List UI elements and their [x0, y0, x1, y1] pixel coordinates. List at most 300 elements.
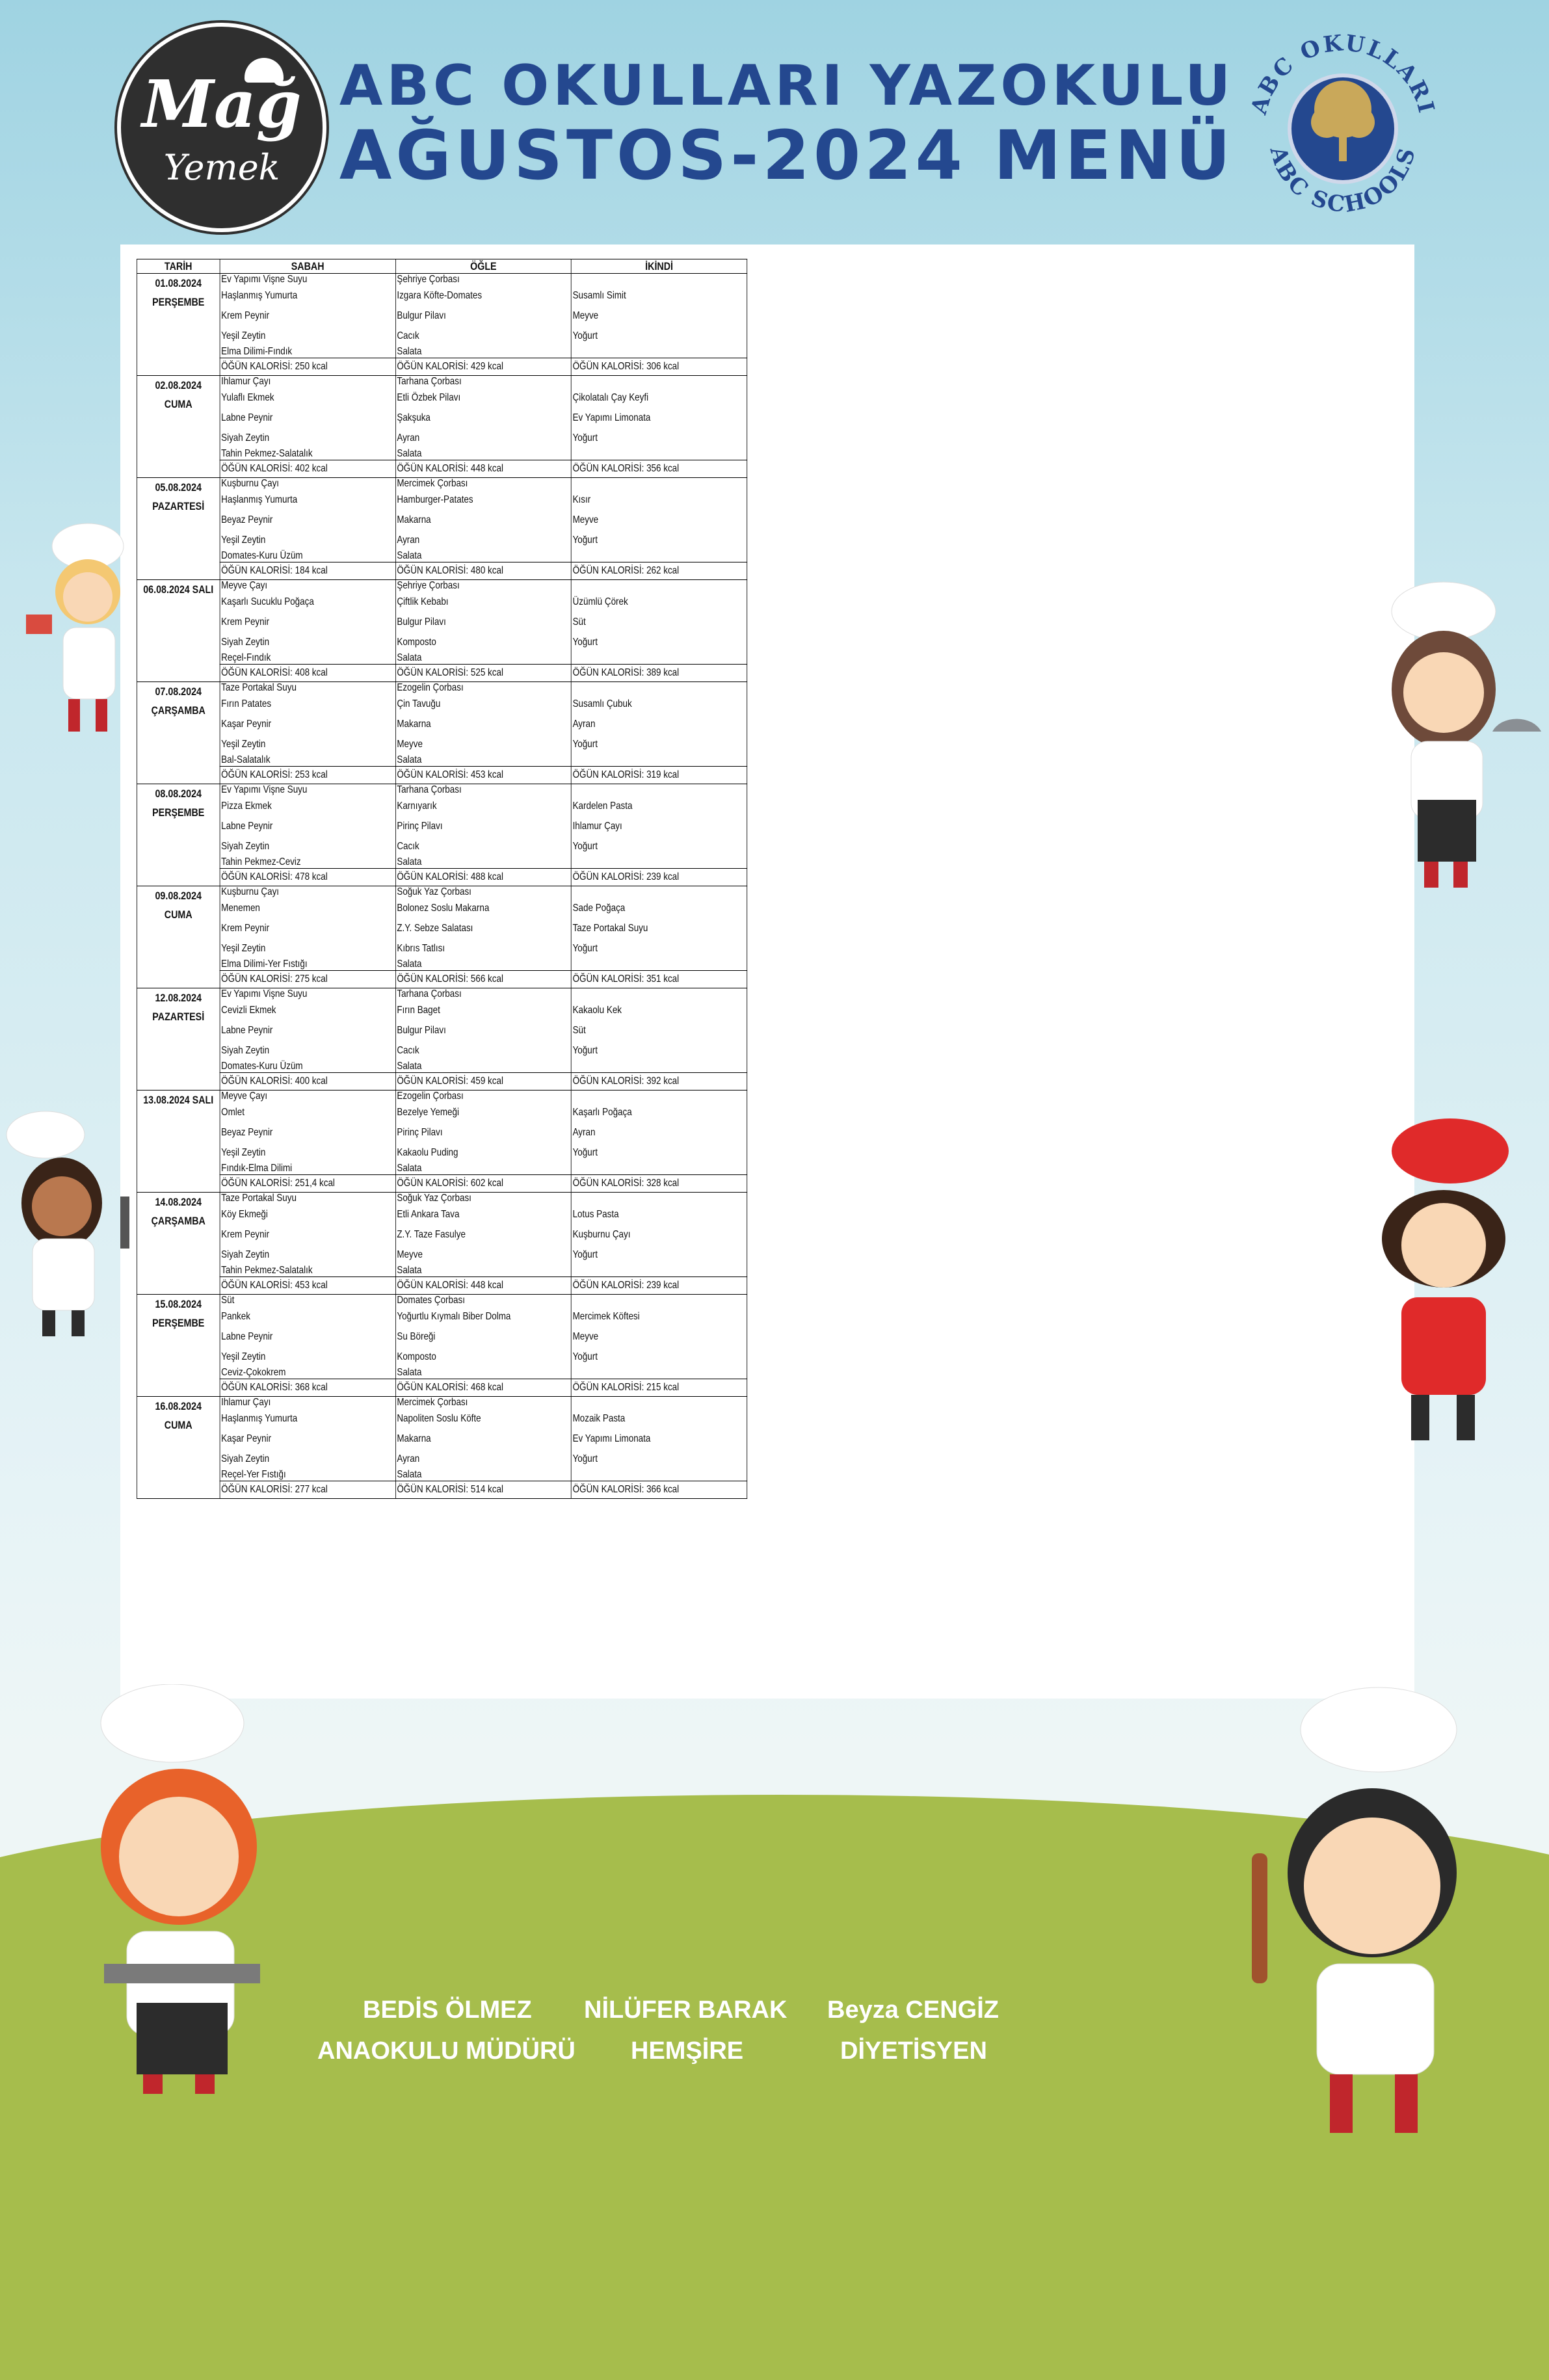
menu-item: Yoğurt: [572, 943, 598, 954]
weekday-text: ÇARŞAMBA: [151, 1215, 205, 1227]
menu-item: Bal-Salatalık: [221, 754, 271, 765]
menu-item: Ayran: [397, 432, 420, 443]
table-header-row: [137, 259, 747, 274]
sabah-meal-cell: [220, 478, 395, 562]
menu-item: Meyve: [397, 1249, 423, 1260]
menu-item: Tarhana Çorbası: [397, 784, 462, 795]
menu-item: [573, 376, 746, 388]
calorie-cell: ÖĞÜN KALORİSİ: 356 kcal: [571, 460, 747, 478]
menu-item: Labne Peynir: [221, 821, 273, 832]
sabah-meal-cell: [220, 274, 395, 358]
menu-item: Kıbrıs Tatlısı: [397, 943, 445, 954]
calorie-cell: ÖĞÜN KALORİSİ: 239 kcal: [571, 869, 747, 886]
menu-item: Krem Peynir: [221, 923, 270, 934]
menu-item: Tarhana Çorbası: [397, 988, 462, 999]
menu-item: Salata: [397, 754, 422, 765]
menu-item: Pankek: [221, 1311, 250, 1322]
menu-item: Kakaolu Puding: [397, 1147, 458, 1158]
menu-day-row: [137, 988, 747, 1073]
ikindi-meal-cell: [571, 988, 747, 1073]
weekday-text: PERŞEMBE: [152, 1317, 205, 1329]
menu-item: Yeşil Zeytin: [221, 1147, 266, 1158]
menu-item: Taze Portakal Suyu: [221, 1193, 297, 1204]
calorie-cell: ÖĞÜN KALORİSİ: 448 kcal: [395, 460, 571, 478]
menu-item: Meyve: [572, 1331, 599, 1342]
ikindi-meal-cell: [571, 478, 747, 562]
signature-name-3: Beyza CENGİZ: [827, 1996, 999, 2024]
sabah-meal-cell: [220, 784, 395, 869]
menu-item: Cacık: [397, 330, 419, 341]
mag-yemek-logo: [117, 23, 326, 232]
menu-item: Z.Y. Taze Fasulye: [397, 1229, 466, 1240]
menu-item: Krem Peynir: [221, 1229, 270, 1240]
menu-item: Salata: [397, 1367, 422, 1378]
menu-item: Taze Portakal Suyu: [221, 682, 297, 693]
menu-item: Yoğurt: [572, 535, 598, 546]
menu-item: [573, 886, 746, 898]
menu-item: Meyve: [572, 514, 599, 525]
menu-item: Reçel-Yer Fıstığı: [221, 1469, 286, 1480]
chef-girl-spatula-illustration: [3, 1105, 133, 1340]
ogle-meal-cell: [395, 682, 571, 767]
calorie-row: [137, 1175, 747, 1193]
menu-item: [573, 1469, 746, 1481]
menu-item: Şakşuka: [397, 412, 430, 423]
menu-item: Ceviz-Çokokrem: [221, 1367, 286, 1378]
menu-item: Soğuk Yaz Çorbası: [397, 886, 471, 897]
menu-item: Salata: [397, 448, 422, 459]
calorie-cell: ÖĞÜN KALORİSİ: 408 kcal: [220, 665, 395, 682]
date-text: 01.08.2024: [155, 277, 202, 289]
calorie-cell: ÖĞÜN KALORİSİ: 453 kcal: [220, 1277, 395, 1295]
menu-item: Reçel-Fındık: [221, 652, 271, 663]
sabah-meal-cell: [220, 1091, 395, 1175]
menu-item: Domates-Kuru Üzüm: [221, 1061, 303, 1072]
calorie-cell: ÖĞÜN KALORİSİ: 262 kcal: [571, 562, 747, 580]
menu-item: Salata: [397, 959, 422, 970]
chef-girl-cake-illustration: [23, 520, 146, 741]
menu-item: Yoğurt: [572, 1045, 598, 1056]
school-seal-logo: [1239, 25, 1447, 233]
menu-day-row: [137, 1091, 747, 1175]
menu-item: Salata: [397, 1469, 422, 1480]
weekday-text: PERŞEMBE: [152, 296, 205, 308]
menu-item: [573, 1061, 746, 1072]
menu-day-row: [137, 1193, 747, 1277]
menu-item: [573, 1091, 746, 1102]
menu-item: Salata: [397, 652, 422, 663]
chef-boy-rolling-pin-illustration: [1239, 1684, 1463, 2139]
date-text: 16.08.2024: [155, 1400, 202, 1412]
date-text: 08.08.2024: [155, 787, 202, 800]
menu-item: Ezogelin Çorbası: [397, 1091, 464, 1102]
calorie-row: [137, 971, 747, 988]
sabah-meal-cell: [220, 1397, 395, 1481]
menu-item: Cacık: [397, 1045, 419, 1056]
menu-item: Meyve Çayı: [221, 1091, 268, 1102]
menu-item: [573, 1163, 746, 1174]
day-date-cell: [137, 274, 220, 376]
menu-item: Kaşar Peynir: [221, 1433, 272, 1444]
weekday-text: PAZARTESİ: [152, 500, 205, 512]
menu-item: Çikolatalı Çay Keyfi: [572, 392, 649, 403]
calorie-cell: ÖĞÜN KALORİSİ: 448 kcal: [395, 1277, 571, 1295]
calorie-row: [137, 767, 747, 784]
ikindi-meal-cell: [571, 1295, 747, 1379]
menu-item: Kuşburnu Çayı: [221, 886, 280, 897]
menu-item: Salata: [397, 550, 422, 561]
menu-item: Mercimek Çorbası: [397, 478, 468, 489]
weekday-text: CUMA: [164, 1419, 192, 1431]
menu-item: Salata: [397, 346, 422, 357]
menu-item: Menemen: [221, 903, 260, 914]
menu-day-row: [137, 886, 747, 971]
day-date-cell: [137, 478, 220, 580]
sabah-meal-cell: [220, 1295, 395, 1379]
calorie-row: [137, 1481, 747, 1499]
calorie-cell: ÖĞÜN KALORİSİ: 514 kcal: [395, 1481, 571, 1499]
menu-item: Komposto: [397, 1351, 436, 1362]
day-date-cell: [137, 886, 220, 988]
menu-item: Su Böreği: [397, 1331, 436, 1342]
menu-item: Susamlı Simit: [572, 290, 626, 301]
col-header-sabah: SABAH: [220, 259, 395, 274]
seal-bottom-text: ABC SCHOOLS: [1264, 143, 1422, 218]
menu-item: Bolonez Soslu Makarna: [397, 903, 490, 914]
menu-item: Ayran: [397, 535, 420, 546]
menu-day-row: [137, 1295, 747, 1379]
menu-item: [573, 1193, 746, 1204]
menu-item: Mercimek Köftesi: [572, 1311, 640, 1322]
calorie-cell: ÖĞÜN KALORİSİ: 468 kcal: [395, 1379, 571, 1397]
calorie-row: [137, 869, 747, 886]
menu-day-row: [137, 1397, 747, 1481]
day-date-cell: [137, 784, 220, 886]
calorie-cell: ÖĞÜN KALORİSİ: 525 kcal: [395, 665, 571, 682]
calorie-cell: ÖĞÜN KALORİSİ: 366 kcal: [571, 1481, 747, 1499]
weekday-text: PERŞEMBE: [152, 806, 205, 819]
menu-item: Tahin Pekmez-Salatalık: [221, 1265, 313, 1276]
date-text: 02.08.2024: [155, 379, 202, 391]
date-text: 09.08.2024: [155, 890, 202, 902]
menu-item: Yoğurt: [572, 637, 598, 648]
menu-item: Kaşarlı Poğaça: [572, 1107, 632, 1118]
menu-item: Soğuk Yaz Çorbası: [397, 1193, 471, 1204]
chef-boy-tray-illustration: [88, 1684, 276, 2094]
ikindi-meal-cell: [571, 1193, 747, 1277]
calorie-cell: ÖĞÜN KALORİSİ: 480 kcal: [395, 562, 571, 580]
ikindi-meal-cell: [571, 1091, 747, 1175]
calorie-row: [137, 665, 747, 682]
menu-item: Yeşil Zeytin: [221, 330, 266, 341]
col-header-ogle: ÖĞLE: [395, 259, 571, 274]
seal-top-text: ABC OKULLARI: [1246, 30, 1440, 118]
weekday-text: ÇARŞAMBA: [151, 704, 205, 717]
calorie-cell: ÖĞÜN KALORİSİ: 250 kcal: [220, 358, 395, 376]
menu-item: Lotus Pasta: [572, 1209, 619, 1220]
ogle-meal-cell: [395, 274, 571, 358]
menu-item: Hamburger-Patates: [397, 494, 473, 505]
menu-item: Bulgur Pilavı: [397, 310, 446, 321]
calorie-cell: ÖĞÜN KALORİSİ: 319 kcal: [571, 767, 747, 784]
menu-day-row: [137, 274, 747, 358]
menu-item: [573, 959, 746, 970]
menu-item: Karnıyarık: [397, 800, 437, 812]
calorie-cell: ÖĞÜN KALORİSİ: 277 kcal: [220, 1481, 395, 1499]
menu-item: Mozaik Pasta: [572, 1413, 626, 1424]
menu-item: Kaşar Peynir: [221, 719, 272, 730]
menu-item: Mercimek Çorbası: [397, 1397, 468, 1408]
menu-item: Siyah Zeytin: [221, 1453, 270, 1464]
menu-item: Yoğurt: [572, 432, 598, 443]
menu-item: Yeşil Zeytin: [221, 535, 266, 546]
menu-item: Fındık-Elma Dilimi: [221, 1163, 293, 1174]
menu-item: Komposto: [397, 637, 436, 648]
calorie-row: [137, 1073, 747, 1091]
calorie-cell: ÖĞÜN KALORİSİ: 400 kcal: [220, 1073, 395, 1091]
menu-item: Yoğurt: [572, 1249, 598, 1260]
menu-item: Elma Dilimi-Yer Fıstığı: [221, 959, 308, 970]
menu-item: Kuşburnu Çayı: [572, 1229, 631, 1240]
calorie-row: [137, 1277, 747, 1295]
menu-item: Yoğurtlu Kıymalı Biber Dolma: [397, 1311, 511, 1322]
menu-item: Makarna: [397, 719, 431, 730]
menu-item: Salata: [397, 1265, 422, 1276]
menu-item: Izgara Köfte-Domates: [397, 290, 483, 301]
menu-item: Beyaz Peynir: [221, 1127, 273, 1138]
menu-item: Meyve: [397, 739, 423, 750]
menu-day-row: [137, 376, 747, 460]
menu-item: Bulgur Pilavı: [397, 1025, 446, 1036]
day-date-cell: [137, 1193, 220, 1295]
menu-item: Ev Yapımı Limonata: [572, 412, 651, 423]
menu-item: [573, 988, 746, 1000]
day-date-cell: [137, 1397, 220, 1499]
menu-item: [573, 1265, 746, 1276]
ogle-meal-cell: [395, 478, 571, 562]
day-date-cell: [137, 1295, 220, 1397]
menu-item: Çin Tavuğu: [397, 698, 441, 709]
menu-item: Ev Yapımı Vişne Suyu: [221, 988, 308, 999]
date-text: 14.08.2024: [155, 1196, 202, 1208]
menu-day-row: [137, 784, 747, 869]
calorie-cell: ÖĞÜN KALORİSİ: 402 kcal: [220, 460, 395, 478]
calorie-row: [137, 1379, 747, 1397]
chef-girl-cloche-illustration: [1372, 579, 1544, 897]
date-text: 15.08.2024: [155, 1298, 202, 1310]
page-title-line2: AĞUSTOS-2024 MENÜ: [339, 116, 1235, 195]
menu-item: Ev Yapımı Limonata: [572, 1433, 651, 1444]
calorie-cell: ÖĞÜN KALORİSİ: 328 kcal: [571, 1175, 747, 1193]
sabah-meal-cell: [220, 886, 395, 971]
menu-item: Haşlanmış Yumurta: [221, 494, 298, 505]
menu-item: [573, 550, 746, 562]
menu-day-row: [137, 580, 747, 665]
signature-name-1: BEDİS ÖLMEZ: [363, 1996, 532, 2024]
menu-item: [573, 682, 746, 694]
calorie-row: [137, 460, 747, 478]
ikindi-meal-cell: [571, 580, 747, 665]
weekday-text: PAZARTESİ: [152, 1011, 205, 1023]
menu-item: Fırın Baget: [397, 1005, 440, 1016]
signature-role-2: HEMŞİRE: [631, 2037, 744, 2065]
menu-item: [573, 274, 746, 285]
menu-item: [573, 856, 746, 868]
menu-item: [573, 478, 746, 490]
menu-item: Ev Yapımı Vişne Suyu: [221, 784, 308, 795]
ogle-meal-cell: [395, 1091, 571, 1175]
menu-item: Üzümlü Çörek: [572, 596, 628, 607]
menu-item: Makarna: [397, 514, 431, 525]
menu-item: Ayran: [397, 1453, 420, 1464]
menu-item: [573, 1367, 746, 1379]
menu-item: Yoğurt: [572, 330, 598, 341]
menu-item: Kardelen Pasta: [572, 800, 633, 812]
menu-item: Yoğurt: [572, 1147, 598, 1158]
menu-item: Pirinç Pilavı: [397, 1127, 443, 1138]
menu-item: Haşlanmış Yumurta: [221, 1413, 298, 1424]
menu-item: Siyah Zeytin: [221, 637, 270, 648]
calorie-cell: ÖĞÜN KALORİSİ: 253 kcal: [220, 767, 395, 784]
calorie-cell: ÖĞÜN KALORİSİ: 478 kcal: [220, 869, 395, 886]
calorie-cell: ÖĞÜN KALORİSİ: 488 kcal: [395, 869, 571, 886]
ikindi-meal-cell: [571, 784, 747, 869]
day-date-cell: [137, 376, 220, 478]
menu-item: Cacık: [397, 841, 419, 852]
ogle-meal-cell: [395, 784, 571, 869]
menu-item: Ihlamur Çayı: [221, 376, 271, 387]
calorie-cell: ÖĞÜN KALORİSİ: 239 kcal: [571, 1277, 747, 1295]
calorie-cell: ÖĞÜN KALORİSİ: 453 kcal: [395, 767, 571, 784]
menu-item: Çiftlik Kebabı: [397, 596, 449, 607]
logo-main-text: Mağ: [142, 66, 302, 142]
menu-item: Etli Ankara Tava: [397, 1209, 460, 1220]
calorie-cell: ÖĞÜN KALORİSİ: 351 kcal: [571, 971, 747, 988]
menu-item: Omlet: [221, 1107, 245, 1118]
calorie-cell: ÖĞÜN KALORİSİ: 368 kcal: [220, 1379, 395, 1397]
signature-name-2: NİLÜFER BARAK: [584, 1996, 788, 2024]
sabah-meal-cell: [220, 580, 395, 665]
date-text: 12.08.2024: [155, 992, 202, 1004]
menu-item: Sade Poğaça: [572, 903, 626, 914]
menu-item: Domates-Kuru Üzüm: [221, 550, 303, 561]
menu-item: Z.Y. Sebze Salatası: [397, 923, 473, 934]
menu-item: Yeşil Zeytin: [221, 943, 266, 954]
menu-item: Tahin Pekmez-Salatalık: [221, 448, 313, 459]
date-text: 07.08.2024: [155, 685, 202, 698]
menu-item: Siyah Zeytin: [221, 1249, 270, 1260]
date-text: 13.08.2024 SALI: [143, 1094, 214, 1106]
menu-item: Meyve Çayı: [221, 580, 268, 591]
ogle-meal-cell: [395, 886, 571, 971]
col-header-tarih: TARİH: [137, 259, 220, 274]
menu-day-row: [137, 478, 747, 562]
sabah-meal-cell: [220, 988, 395, 1073]
menu-item: Bulgur Pilavı: [397, 616, 446, 628]
menu-item: Cevizli Ekmek: [221, 1005, 276, 1016]
sabah-meal-cell: [220, 1193, 395, 1277]
menu-item: Yulaflı Ekmek: [221, 392, 274, 403]
menu-item: Siyah Zeytin: [221, 841, 270, 852]
menu-item: Kuşburnu Çayı: [221, 478, 280, 489]
menu-item: Napoliten Soslu Köfte: [397, 1413, 481, 1424]
menu-item: Ayran: [572, 719, 596, 730]
menu-item: [573, 784, 746, 796]
calorie-cell: ÖĞÜN KALORİSİ: 389 kcal: [571, 665, 747, 682]
ikindi-meal-cell: [571, 376, 747, 460]
date-text: 06.08.2024 SALI: [143, 583, 214, 596]
ogle-meal-cell: [395, 988, 571, 1073]
menu-item: Meyve: [572, 310, 599, 321]
menu-item: Domates Çorbası: [397, 1295, 465, 1306]
ogle-meal-cell: [395, 1295, 571, 1379]
day-date-cell: [137, 1091, 220, 1193]
menu-item: Siyah Zeytin: [221, 432, 270, 443]
menu-table: [137, 259, 747, 1499]
menu-item: Pizza Ekmek: [221, 800, 272, 812]
calorie-cell: ÖĞÜN KALORİSİ: 602 kcal: [395, 1175, 571, 1193]
menu-item: Haşlanmış Yumurta: [221, 290, 298, 301]
day-date-cell: [137, 682, 220, 784]
menu-item: Yoğurt: [572, 1453, 598, 1464]
ogle-meal-cell: [395, 376, 571, 460]
page-title-line1: ABC OKULLARI YAZOKULU: [339, 53, 1235, 118]
menu-item: Kısır: [572, 494, 591, 505]
ikindi-meal-cell: [571, 886, 747, 971]
menu-item: Yeşil Zeytin: [221, 739, 266, 750]
ikindi-meal-cell: [571, 1397, 747, 1481]
calorie-row: [137, 562, 747, 580]
menu-item: [573, 448, 746, 460]
menu-item: [573, 1397, 746, 1408]
ogle-meal-cell: [395, 1193, 571, 1277]
calorie-row: [137, 358, 747, 376]
menu-item: Salata: [397, 856, 422, 867]
menu-item: Beyaz Peynir: [221, 514, 273, 525]
menu-item: Ev Yapımı Vişne Suyu: [221, 274, 308, 285]
calorie-cell: ÖĞÜN KALORİSİ: 275 kcal: [220, 971, 395, 988]
menu-item: Krem Peynir: [221, 310, 270, 321]
weekday-text: CUMA: [164, 398, 192, 410]
menu-item: [573, 652, 746, 664]
menu-item: Kaşarlı Sucuklu Poğaça: [221, 596, 314, 607]
menu-item: Köy Ekmeği: [221, 1209, 268, 1220]
menu-item: [573, 1295, 746, 1306]
signature-role-1: ANAOKULU MÜDÜRÜ: [317, 2037, 576, 2065]
menu-item: Susamlı Çubuk: [572, 698, 632, 709]
sabah-meal-cell: [220, 376, 395, 460]
menu-item: Labne Peynir: [221, 1025, 273, 1036]
sabah-meal-cell: [220, 682, 395, 767]
menu-item: Tarhana Çorbası: [397, 376, 462, 387]
date-text: 05.08.2024: [155, 481, 202, 494]
menu-item: Fırın Patates: [221, 698, 272, 709]
calorie-cell: ÖĞÜN KALORİSİ: 459 kcal: [395, 1073, 571, 1091]
menu-item: Bezelye Yemeği: [397, 1107, 459, 1118]
menu-item: Yoğurt: [572, 1351, 598, 1362]
calorie-cell: ÖĞÜN KALORİSİ: 184 kcal: [220, 562, 395, 580]
menu-item: Şehriye Çorbası: [397, 580, 460, 591]
calorie-cell: ÖĞÜN KALORİSİ: 251,4 kcal: [220, 1175, 395, 1193]
menu-item: Labne Peynir: [221, 1331, 273, 1342]
menu-item: Elma Dilimi-Fındık: [221, 346, 293, 357]
menu-item: Salata: [397, 1061, 422, 1072]
menu-item: Salata: [397, 1163, 422, 1174]
menu-item: Siyah Zeytin: [221, 1045, 270, 1056]
menu-item: Etli Özbek Pilavı: [397, 392, 461, 403]
ogle-meal-cell: [395, 580, 571, 665]
menu-item: Ihlamur Çayı: [572, 821, 622, 832]
